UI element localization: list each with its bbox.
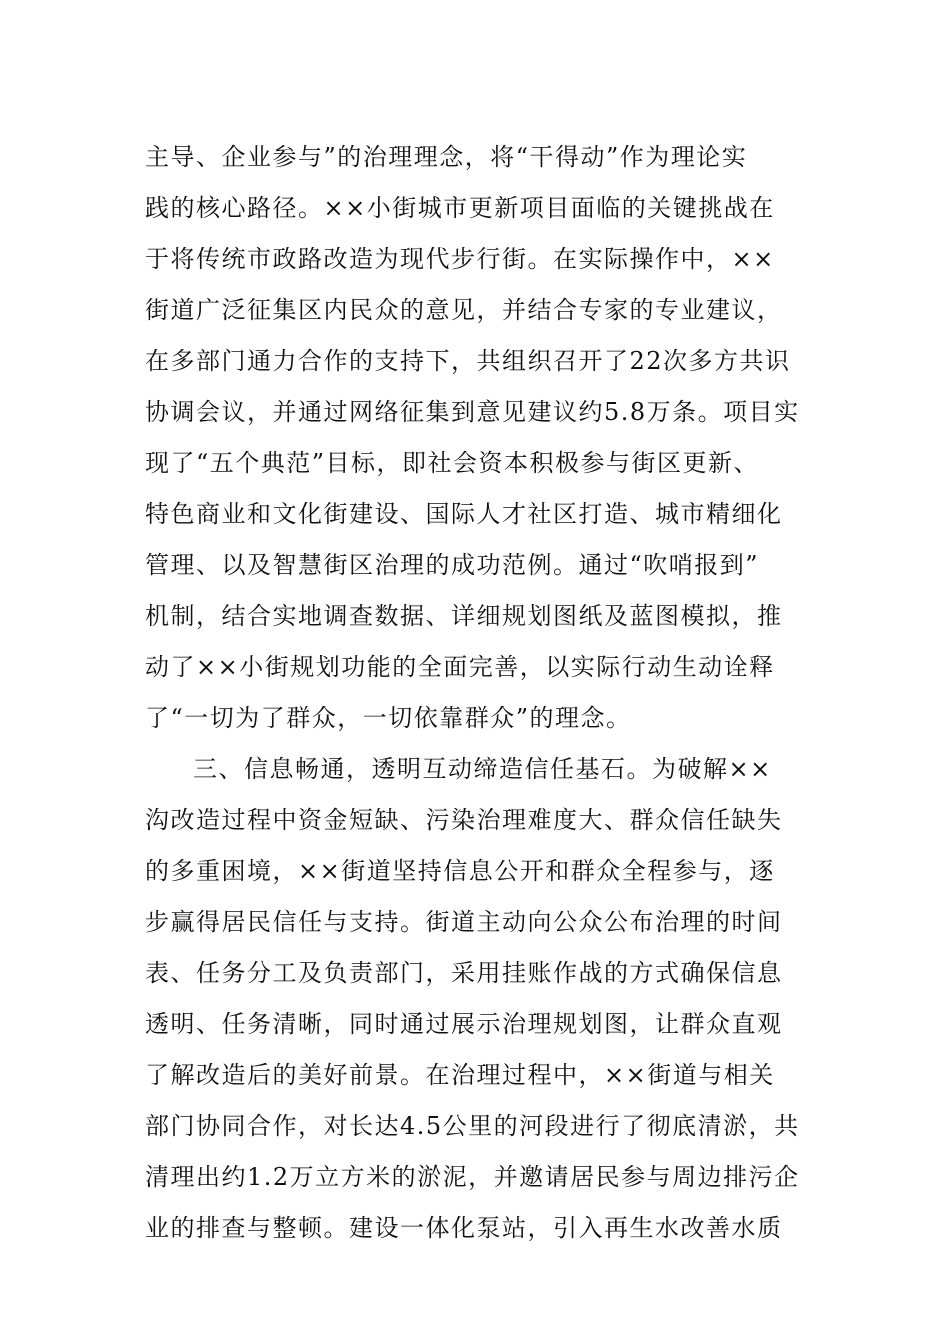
body-text — [145, 132, 810, 1254]
text-line: 在多部门通力合作的支持下，共组织召开了22次多方共识 — [145, 347, 791, 375]
text-line: 了解改造后的美好前景。在治理过程中，××街道与相关 — [145, 1061, 775, 1089]
text-line: 动了××小街规划功能的全面完善，以实际行动生动诠释 — [145, 653, 775, 681]
text-line: 业的排查与整顿。建设一体化泵站，引入再生水改善水质 — [145, 1214, 783, 1242]
text-line: 于将传统市政路改造为现代步行街。在实际操作中，×× — [145, 245, 775, 273]
text-line: 街道广泛征集区内民众的意见，并结合专家的专业建议， — [145, 296, 783, 324]
text-line: 现了“五个典范”目标，即社会资本积极参与街区更新、 — [145, 449, 760, 477]
text-line: 践的核心路径。××小街城市更新项目面临的关键挑战在 — [145, 194, 775, 222]
text-line: 部门协同合作，对长达4.5公里的河段进行了彻底清淤，共 — [145, 1112, 800, 1140]
text-line: 表、任务分工及负责部门，采用挂账作战的方式确保信息 — [145, 959, 783, 987]
paragraph-1 — [145, 132, 810, 744]
text-line: 透明、任务清晰，同时通过展示治理规划图，让群众直观 — [145, 1010, 783, 1038]
text-line: 步赢得居民信任与支持。街道主动向公众公布治理的时间 — [145, 908, 783, 936]
text-line: 特色商业和文化街建设、国际人才社区打造、城市精细化 — [145, 500, 783, 528]
text-line: 管理、以及智慧街区治理的成功范例。通过“吹哨报到” — [145, 551, 760, 579]
text-line: 沟改造过程中资金短缺、污染治理难度大、群众信任缺失 — [145, 806, 783, 834]
text-line: 了“一切为了群众，一切依靠群众”的理念。 — [145, 704, 632, 732]
text-line: 的多重困境，××街道坚持信息公开和群众全程参与，逐 — [145, 857, 775, 885]
text-line: 清理出约1.2万立方米的淤泥，并邀请居民参与周边排污企 — [145, 1163, 800, 1191]
section-heading-line: 三、信息畅通，透明互动缔造信任基石。为破解×× — [193, 755, 772, 783]
paragraph-2 — [145, 744, 810, 1254]
text-line: 机制，结合实地调查数据、详细规划图纸及蓝图模拟，推 — [145, 602, 783, 630]
text-line: 协调会议，并通过网络征集到意见建议约5.8万条。项目实 — [145, 398, 800, 426]
text-line: 主导、企业参与”的治理理念，将“干得动”作为理论实 — [145, 143, 748, 171]
